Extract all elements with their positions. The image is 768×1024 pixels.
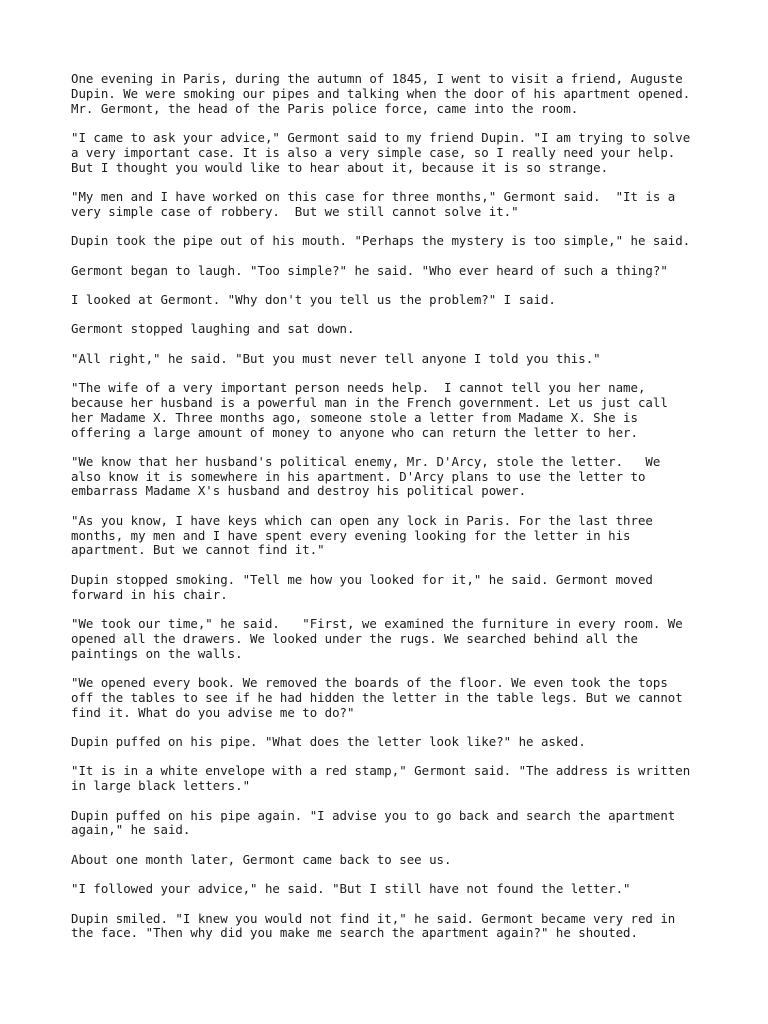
paragraph-20: Dupin smiled. "I knew you would not find it," he said. Germont became very red in the face. "Then why did you make me search the apartment again?" he shouted. <box>71 910 676 941</box>
paragraph-12: Dupin stopped smoking. "Tell me how you looked for it," he said. Germont moved forward in his chair. <box>71 571 653 602</box>
paragraph-6: I looked at Germont. "Why don't you tell us the problem?" I said. <box>71 291 556 307</box>
paragraph-3: "My men and I have worked on this case for three months," Germont said. "It is a very simple case of robbery. But we still cannot solve it." <box>71 188 676 219</box>
paragraph-8: "All right," he said. "But you must never tell anyone I told you this." <box>71 350 601 366</box>
paragraph-2: "I came to ask your advice," Germont said to my friend Dupin. "I am trying to solve a very important case. It is also a very simple case, so I really need your help. But I thought you would like to hear about it, because it is so strange. <box>71 129 691 175</box>
paragraph-14: "We opened every book. We removed the boards of the floor. We even took the tops off the tables to see if he had hidden the letter in the table legs. But we cannot find it. What do you advise me to do?" <box>71 675 683 720</box>
paragraph-10: "We know that her husband's political enemy, Mr. D'Arcy, stole the letter. We also know it is somewhere in his apartment. D'Arcy plans to use the letter to embarrass Madame X's husband and destroy his political power. <box>71 453 661 499</box>
paragraph-16: "It is in a white envelope with a red stamp," Germont said. "The address is written in large black letters." <box>71 763 691 794</box>
paragraph-4: Dupin took the pipe out of his mouth. "Perhaps the mystery is too simple," he said. <box>71 233 691 249</box>
paragraph-13: "We took our time," he said. "First, we examined the furniture in every room. We opened all the drawers. We looked under the rugs. We searched behind all the paintings on the walls. <box>71 616 683 661</box>
paragraph-9: "The wife of a very important person needs help. I cannot tell you her name, because her husband is a powerful man in the French government. Let us just call her Madame X. Three months ago, someone stole a letter from Madame X. She is offering a large amount of money to anyone who can return the letter to her. <box>71 380 668 440</box>
paragraph-7: Germont stopped laughing and sat down. <box>71 321 355 337</box>
document-page <box>71 72 711 956</box>
paragraph-1: One evening in Paris, during the autumn of 1845, I went to visit a friend, Auguste Dupin. We were smoking our pipes and talking when the door of his apartment opened. Mr. Germont, the head of the Paris police force, came into the room. <box>71 71 691 116</box>
paragraph-18: About one month later, Germont came back to see us. <box>71 851 452 867</box>
paragraph-15: Dupin puffed on his pipe. "What does the letter look like?" he asked. <box>71 734 586 750</box>
paragraph-5: Germont began to laugh. "Too simple?" he said. "Who ever heard of such a thing?" <box>71 262 668 278</box>
paragraph-19: "I followed your advice," he said. "But I still have not found the letter." <box>71 881 631 897</box>
paragraph-11: "As you know, I have keys which can open any lock in Paris. For the last three months, my men and I have spent every evening looking for the letter in his apartment. But we cannot find it." <box>71 512 653 558</box>
paragraph-17: Dupin puffed on his pipe again. "I advise you to go back and search the apartment again," he said. <box>71 807 676 838</box>
